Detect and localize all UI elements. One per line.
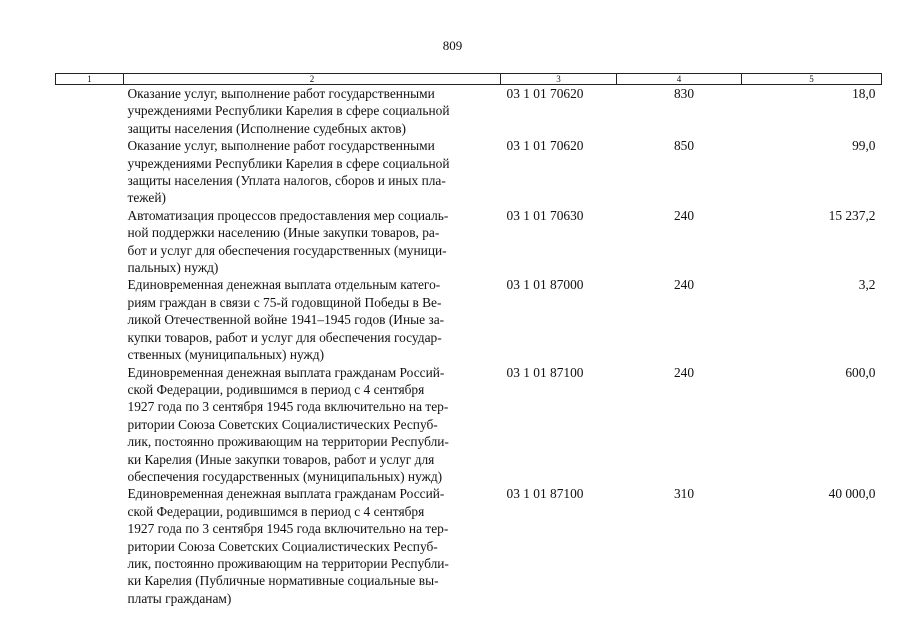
row-amount: 40 000,0	[828, 486, 876, 502]
table-row	[56, 85, 882, 138]
table-row	[56, 137, 882, 207]
row-target-code: 03 1 01 70620	[506, 86, 584, 101]
column-header-3: 3	[501, 74, 617, 85]
row-amount: 600,0	[845, 364, 876, 380]
row-empty-cell	[56, 137, 124, 207]
description-line: 1927 года по 3 сентября 1945 года включительно на тер-	[127, 521, 449, 537]
row-description	[124, 85, 501, 138]
description-line: обеспечения государственных (муниципальных) нужд)	[127, 468, 443, 484]
description-line: учреждениями Республики Карелия в сфере социальной	[127, 155, 450, 171]
description-line: 1927 года по 3 сентября 1945 года включительно на тер-	[127, 399, 449, 415]
description-line: ственных (муниципальных) нужд)	[127, 347, 325, 363]
row-target-code: 03 1 01 87100	[506, 364, 584, 380]
description-line: Оказание услуг, выполнение работ государственными	[127, 138, 435, 154]
description-line: ки Карелия (Иные закупки товаров, работ и услуг для	[127, 451, 435, 467]
row-description	[124, 207, 501, 277]
description-line: ритории Союза Советских Социалистических Респуб-	[127, 416, 438, 432]
row-target-code: 03 1 01 70630	[506, 207, 584, 223]
description-line: ритории Союза Советских Социалистических Респуб-	[127, 538, 438, 554]
table-row	[56, 485, 882, 607]
table-header	[56, 74, 882, 85]
row-empty-cell	[56, 364, 124, 486]
row-description	[124, 485, 501, 607]
description-line: Единовременная денежная выплата гражданам Россий-	[127, 486, 445, 502]
row-description	[124, 276, 501, 363]
table-row	[56, 364, 882, 486]
row-expense-type: 310	[673, 486, 695, 502]
row-target-code: 03 1 01 87100	[506, 486, 584, 502]
row-expense-type: 830	[673, 86, 695, 101]
description-line: лик, постоянно проживающим на территории Республи-	[127, 555, 449, 571]
description-line: купки товаров, работ и услуг для обеспечения государ-	[127, 329, 442, 345]
description-line: ской Федерации, родившимся в период с 4 сентября	[127, 381, 425, 397]
description-line: учреждениями Республики Карелия в сфере социальной	[127, 103, 450, 119]
budget-table	[55, 73, 882, 607]
description-line: ликой Отечественной войне 1941–1945 годов (Иные за-	[127, 312, 445, 328]
row-description	[124, 137, 501, 207]
description-line: риям граждан в связи с 75-й годовщиной Победы в Ве-	[127, 294, 442, 310]
row-expense-type: 240	[673, 207, 695, 223]
description-line: ки Карелия (Публичные нормативные социальные вы-	[127, 573, 439, 589]
row-empty-cell	[56, 276, 124, 363]
description-line: бот и услуг для обеспечения государственных (муници-	[127, 242, 447, 258]
description-line: тежей)	[127, 190, 166, 206]
row-amount: 3,2	[858, 277, 876, 293]
row-amount: 99,0	[852, 138, 876, 154]
description-line: защиты населения (Исполнение судебных актов)	[127, 120, 407, 136]
row-target-code: 03 1 01 87000	[506, 277, 584, 293]
column-header-4: 4	[617, 74, 742, 85]
description-line: ной поддержки населению (Иные закупки товаров, ра-	[127, 225, 440, 241]
description-line: ской Федерации, родившимся в период с 4 сентября	[127, 503, 425, 519]
description-line: платы гражданам)	[127, 590, 232, 606]
table-body	[56, 85, 882, 608]
row-empty-cell	[56, 85, 124, 138]
row-target-code: 03 1 01 70620	[506, 138, 584, 154]
row-expense-type: 240	[673, 364, 695, 380]
page-number: 809	[442, 38, 463, 53]
column-header-2: 2	[124, 74, 501, 85]
description-line: Единовременная денежная выплата отдельным катего-	[127, 277, 441, 293]
row-amount: 15 237,2	[828, 207, 876, 223]
column-header-5: 5	[742, 74, 882, 85]
table-row	[56, 207, 882, 277]
description-line: защиты населения (Уплата налогов, сборов и иных пла-	[127, 173, 446, 189]
row-expense-type: 850	[673, 138, 695, 154]
description-line: лик, постоянно проживающим на территории Республи-	[127, 434, 449, 450]
row-amount: 18,0	[852, 86, 876, 101]
row-empty-cell	[56, 207, 124, 277]
header-row	[56, 74, 882, 85]
description-line: пальных) нужд)	[127, 260, 219, 276]
row-description	[124, 364, 501, 486]
table-row	[56, 276, 882, 363]
row-empty-cell	[56, 485, 124, 607]
row-expense-type: 240	[673, 277, 695, 293]
description-line: Автоматизация процессов предоставления мер социаль-	[127, 207, 449, 223]
column-header-1: 1	[56, 74, 124, 85]
description-line: Оказание услуг, выполнение работ государственными	[127, 86, 435, 101]
description-line: Единовременная денежная выплата гражданам Россий-	[127, 364, 445, 380]
